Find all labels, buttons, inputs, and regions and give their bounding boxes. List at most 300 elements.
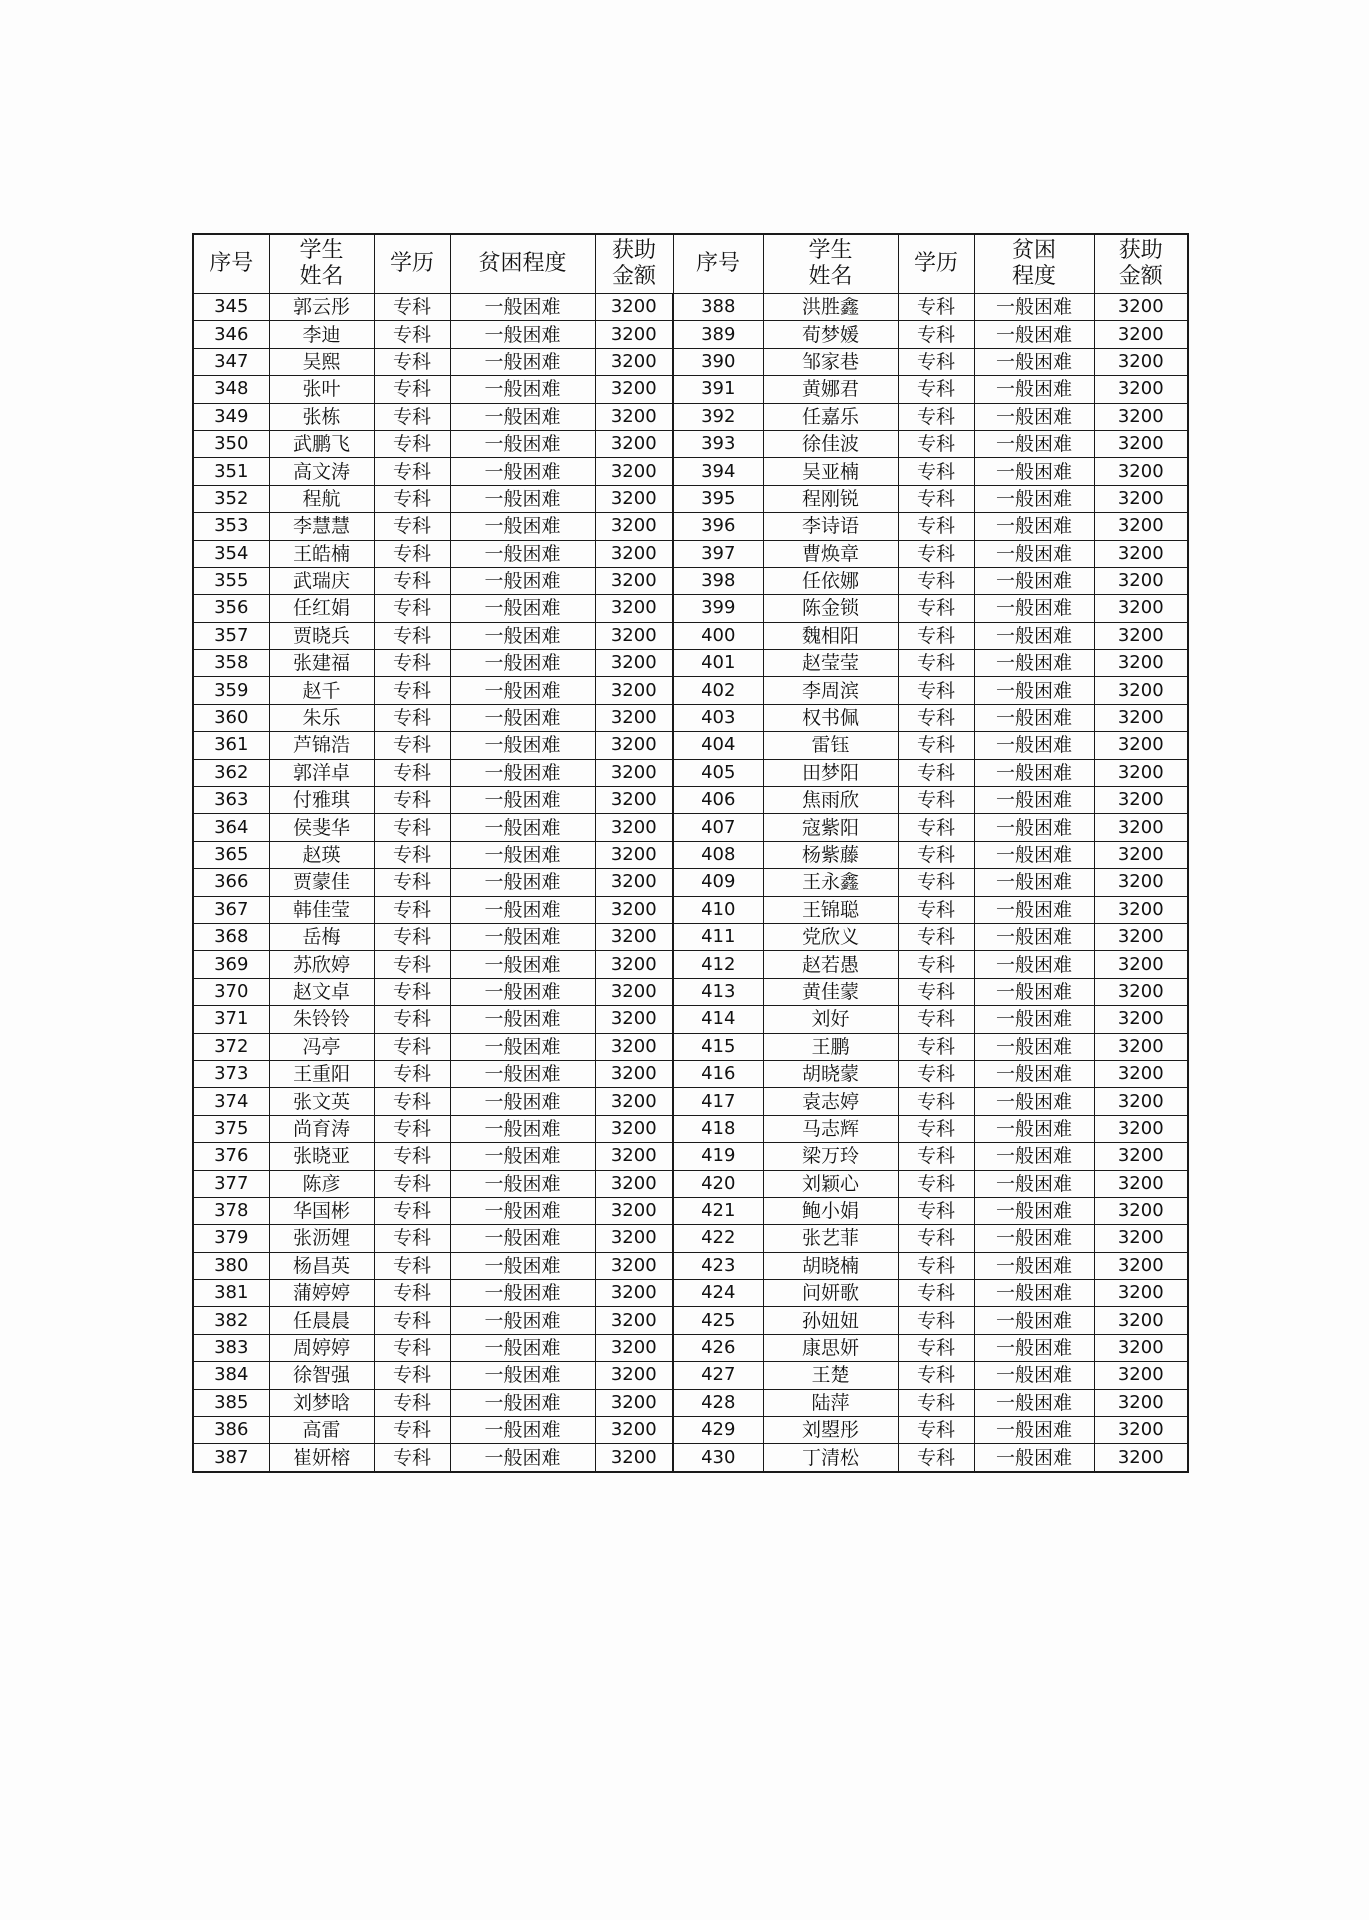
right-seq-cell: 407 <box>673 814 763 841</box>
right-poverty-level-cell: 一般困难 <box>974 403 1094 430</box>
left-poverty-level-cell: 一般困难 <box>450 841 595 868</box>
right-aid-amount-cell: 3200 <box>1094 430 1188 457</box>
right-student-name-cell: 袁志婷 <box>763 1088 898 1115</box>
right-education-cell: 专科 <box>898 841 974 868</box>
table-row <box>193 595 1188 622</box>
table-row <box>193 650 1188 677</box>
right-student-name-cell: 任嘉乐 <box>763 403 898 430</box>
table-row <box>193 1197 1188 1224</box>
left-student-name-cell: 郭洋卓 <box>269 759 374 786</box>
right-poverty-level-cell: 一般困难 <box>974 1362 1094 1389</box>
left-seq-cell: 357 <box>193 622 269 649</box>
right-aid-amount-cell: 3200 <box>1094 567 1188 594</box>
table-row <box>193 485 1188 512</box>
table-row <box>193 704 1188 731</box>
left-education-cell: 专科 <box>374 595 450 622</box>
right-aid-amount-cell: 3200 <box>1094 403 1188 430</box>
left-education-cell: 专科 <box>374 841 450 868</box>
left-poverty-level-cell: 一般困难 <box>450 376 595 403</box>
header-amount-2-line-2: 金额 <box>1118 264 1163 289</box>
left-education-cell: 专科 <box>374 1334 450 1361</box>
right-seq-cell: 422 <box>673 1225 763 1252</box>
right-seq-cell: 401 <box>673 650 763 677</box>
left-education-cell: 专科 <box>374 704 450 731</box>
right-aid-amount-cell: 3200 <box>1094 650 1188 677</box>
right-seq-cell: 402 <box>673 677 763 704</box>
right-poverty-level-cell: 一般困难 <box>974 814 1094 841</box>
right-poverty-level-cell: 一般困难 <box>974 595 1094 622</box>
left-seq-cell: 364 <box>193 814 269 841</box>
right-student-name-cell: 邹家巷 <box>763 348 898 375</box>
left-student-name-cell: 朱乐 <box>269 704 374 731</box>
right-seq-cell: 409 <box>673 869 763 896</box>
right-education-cell: 专科 <box>898 485 974 512</box>
right-education-cell: 专科 <box>898 430 974 457</box>
right-student-name-cell: 陈金锁 <box>763 595 898 622</box>
table-row <box>193 513 1188 540</box>
left-education-cell: 专科 <box>374 1225 450 1252</box>
header-name-line-2: 姓名 <box>299 264 344 289</box>
right-poverty-level-cell: 一般困难 <box>974 458 1094 485</box>
right-seq-cell: 418 <box>673 1115 763 1142</box>
right-poverty-level-cell: 一般困难 <box>974 896 1094 923</box>
header-poverty-2-line-2: 程度 <box>1011 264 1056 289</box>
right-aid-amount-cell: 3200 <box>1094 841 1188 868</box>
right-seq-cell: 426 <box>673 1334 763 1361</box>
right-aid-amount-cell: 3200 <box>1094 348 1188 375</box>
right-aid-amount-cell: 3200 <box>1094 1417 1188 1444</box>
right-seq-cell: 425 <box>673 1307 763 1334</box>
left-seq-cell: 370 <box>193 978 269 1005</box>
left-education-cell: 专科 <box>374 650 450 677</box>
table-row <box>193 896 1188 923</box>
right-seq-cell: 429 <box>673 1417 763 1444</box>
left-seq-cell: 378 <box>193 1197 269 1224</box>
right-seq-cell: 406 <box>673 787 763 814</box>
left-education-cell: 专科 <box>374 1115 450 1142</box>
right-student-name-cell: 问妍歌 <box>763 1280 898 1307</box>
left-poverty-level-cell: 一般困难 <box>450 540 595 567</box>
right-poverty-level-cell: 一般困难 <box>974 485 1094 512</box>
right-aid-amount-cell: 3200 <box>1094 595 1188 622</box>
left-poverty-level-cell: 一般困难 <box>450 567 595 594</box>
left-seq-cell: 349 <box>193 403 269 430</box>
left-poverty-level-cell: 一般困难 <box>450 513 595 540</box>
right-seq-cell: 408 <box>673 841 763 868</box>
table-row <box>193 759 1188 786</box>
left-education-cell: 专科 <box>374 430 450 457</box>
right-student-name-cell: 王鹏 <box>763 1033 898 1060</box>
right-aid-amount-cell: 3200 <box>1094 1170 1188 1197</box>
header-seq: 序号 <box>193 234 269 294</box>
right-poverty-level-cell: 一般困难 <box>974 1197 1094 1224</box>
left-seq-cell: 354 <box>193 540 269 567</box>
left-education-cell: 专科 <box>374 321 450 348</box>
left-student-name-cell: 张晓亚 <box>269 1143 374 1170</box>
left-education-cell: 专科 <box>374 1362 450 1389</box>
right-education-cell: 专科 <box>898 1060 974 1087</box>
right-education-cell: 专科 <box>898 1362 974 1389</box>
left-student-name-cell: 杨昌英 <box>269 1252 374 1279</box>
right-aid-amount-cell: 3200 <box>1094 1280 1188 1307</box>
left-education-cell: 专科 <box>374 294 450 321</box>
right-student-name-cell: 康思妍 <box>763 1334 898 1361</box>
right-student-name-cell: 孙妞妞 <box>763 1307 898 1334</box>
table-row <box>193 978 1188 1005</box>
right-student-name-cell: 田梦阳 <box>763 759 898 786</box>
left-poverty-level-cell: 一般困难 <box>450 1088 595 1115</box>
left-seq-cell: 360 <box>193 704 269 731</box>
right-education-cell: 专科 <box>898 1417 974 1444</box>
right-education-cell: 专科 <box>898 1334 974 1361</box>
left-education-cell: 专科 <box>374 1307 450 1334</box>
left-aid-amount-cell: 3200 <box>595 650 673 677</box>
right-aid-amount-cell: 3200 <box>1094 1143 1188 1170</box>
right-poverty-level-cell: 一般困难 <box>974 1225 1094 1252</box>
left-education-cell: 专科 <box>374 1060 450 1087</box>
right-poverty-level-cell: 一般困难 <box>974 650 1094 677</box>
left-poverty-level-cell: 一般困难 <box>450 650 595 677</box>
left-education-cell: 专科 <box>374 1033 450 1060</box>
table-row <box>193 1033 1188 1060</box>
table-row <box>193 732 1188 759</box>
left-aid-amount-cell: 3200 <box>595 1417 673 1444</box>
right-poverty-level-cell: 一般困难 <box>974 1307 1094 1334</box>
left-poverty-level-cell: 一般困难 <box>450 294 595 321</box>
right-education-cell: 专科 <box>898 951 974 978</box>
left-poverty-level-cell: 一般困难 <box>450 1362 595 1389</box>
right-poverty-level-cell: 一般困难 <box>974 1088 1094 1115</box>
right-poverty-level-cell: 一般困难 <box>974 951 1094 978</box>
left-education-cell: 专科 <box>374 1170 450 1197</box>
right-student-name-cell: 权书佩 <box>763 704 898 731</box>
left-poverty-level-cell: 一般困难 <box>450 814 595 841</box>
left-seq-cell: 386 <box>193 1417 269 1444</box>
left-student-name-cell: 赵瑛 <box>269 841 374 868</box>
right-aid-amount-cell: 3200 <box>1094 923 1188 950</box>
table-row <box>193 1006 1188 1033</box>
left-poverty-level-cell: 一般困难 <box>450 923 595 950</box>
left-poverty-level-cell: 一般困难 <box>450 1006 595 1033</box>
right-poverty-level-cell: 一般困难 <box>974 1417 1094 1444</box>
left-aid-amount-cell: 3200 <box>595 321 673 348</box>
left-poverty-level-cell: 一般困难 <box>450 704 595 731</box>
right-seq-cell: 412 <box>673 951 763 978</box>
table-row <box>193 787 1188 814</box>
right-aid-amount-cell: 3200 <box>1094 321 1188 348</box>
left-poverty-level-cell: 一般困难 <box>450 787 595 814</box>
right-aid-amount-cell: 3200 <box>1094 1060 1188 1087</box>
left-student-name-cell: 李迪 <box>269 321 374 348</box>
table-row <box>193 951 1188 978</box>
left-poverty-level-cell: 一般困难 <box>450 622 595 649</box>
left-poverty-level-cell: 一般困难 <box>450 1115 595 1142</box>
right-student-name-cell: 刘曌彤 <box>763 1417 898 1444</box>
left-poverty-level-cell: 一般困难 <box>450 430 595 457</box>
right-education-cell: 专科 <box>898 1088 974 1115</box>
right-poverty-level-cell: 一般困难 <box>974 294 1094 321</box>
right-seq-cell: 416 <box>673 1060 763 1087</box>
right-education-cell: 专科 <box>898 1307 974 1334</box>
right-education-cell: 专科 <box>898 567 974 594</box>
left-student-name-cell: 韩佳莹 <box>269 896 374 923</box>
left-poverty-level-cell: 一般困难 <box>450 869 595 896</box>
table-row <box>193 622 1188 649</box>
left-aid-amount-cell: 3200 <box>595 540 673 567</box>
left-student-name-cell: 朱铃铃 <box>269 1006 374 1033</box>
right-education-cell: 专科 <box>898 814 974 841</box>
left-seq-cell: 346 <box>193 321 269 348</box>
left-aid-amount-cell: 3200 <box>595 1334 673 1361</box>
right-poverty-level-cell: 一般困难 <box>974 1334 1094 1361</box>
right-education-cell: 专科 <box>898 540 974 567</box>
right-seq-cell: 396 <box>673 513 763 540</box>
left-student-name-cell: 陈彦 <box>269 1170 374 1197</box>
right-aid-amount-cell: 3200 <box>1094 1252 1188 1279</box>
right-poverty-level-cell: 一般困难 <box>974 622 1094 649</box>
right-poverty-level-cell: 一般困难 <box>974 513 1094 540</box>
right-student-name-cell: 赵若愚 <box>763 951 898 978</box>
right-seq-cell: 413 <box>673 978 763 1005</box>
right-student-name-cell: 荀梦媛 <box>763 321 898 348</box>
right-student-name-cell: 王锦聪 <box>763 896 898 923</box>
right-poverty-level-cell: 一般困难 <box>974 321 1094 348</box>
right-aid-amount-cell: 3200 <box>1094 1334 1188 1361</box>
left-seq-cell: 376 <box>193 1143 269 1170</box>
right-education-cell: 专科 <box>898 1225 974 1252</box>
left-poverty-level-cell: 一般困难 <box>450 1170 595 1197</box>
right-aid-amount-cell: 3200 <box>1094 1088 1188 1115</box>
left-aid-amount-cell: 3200 <box>595 923 673 950</box>
right-aid-amount-cell: 3200 <box>1094 485 1188 512</box>
right-education-cell: 专科 <box>898 1033 974 1060</box>
right-aid-amount-cell: 3200 <box>1094 1444 1188 1472</box>
right-seq-cell: 393 <box>673 430 763 457</box>
right-poverty-level-cell: 一般困难 <box>974 540 1094 567</box>
header-amount <box>595 234 673 294</box>
table-row <box>193 1115 1188 1142</box>
left-student-name-cell: 华国彬 <box>269 1197 374 1224</box>
right-education-cell: 专科 <box>898 1170 974 1197</box>
left-seq-cell: 367 <box>193 896 269 923</box>
right-education-cell: 专科 <box>898 1143 974 1170</box>
left-poverty-level-cell: 一般困难 <box>450 732 595 759</box>
right-aid-amount-cell: 3200 <box>1094 1389 1188 1416</box>
left-education-cell: 专科 <box>374 759 450 786</box>
table-row <box>193 1334 1188 1361</box>
left-student-name-cell: 武瑞庆 <box>269 567 374 594</box>
right-aid-amount-cell: 3200 <box>1094 1225 1188 1252</box>
right-education-cell: 专科 <box>898 896 974 923</box>
table-row <box>193 540 1188 567</box>
right-student-name-cell: 鲍小娟 <box>763 1197 898 1224</box>
table-row <box>193 1143 1188 1170</box>
right-education-cell: 专科 <box>898 622 974 649</box>
left-poverty-level-cell: 一般困难 <box>450 1307 595 1334</box>
table-row <box>193 1225 1188 1252</box>
right-poverty-level-cell: 一般困难 <box>974 430 1094 457</box>
right-aid-amount-cell: 3200 <box>1094 896 1188 923</box>
left-poverty-level-cell: 一般困难 <box>450 978 595 1005</box>
left-student-name-cell: 尚育涛 <box>269 1115 374 1142</box>
left-education-cell: 专科 <box>374 1143 450 1170</box>
left-education-cell: 专科 <box>374 1197 450 1224</box>
header-amount-2-line-1: 获助 <box>1118 238 1163 263</box>
left-seq-cell: 384 <box>193 1362 269 1389</box>
left-seq-cell: 347 <box>193 348 269 375</box>
right-student-name-cell: 刘颖心 <box>763 1170 898 1197</box>
left-education-cell: 专科 <box>374 1389 450 1416</box>
header-name-line-1: 学生 <box>299 238 344 263</box>
left-student-name-cell: 冯亭 <box>269 1033 374 1060</box>
left-seq-cell: 362 <box>193 759 269 786</box>
left-seq-cell: 350 <box>193 430 269 457</box>
left-poverty-level-cell: 一般困难 <box>450 1252 595 1279</box>
left-poverty-level-cell: 一般困难 <box>450 458 595 485</box>
left-aid-amount-cell: 3200 <box>595 896 673 923</box>
left-education-cell: 专科 <box>374 1252 450 1279</box>
left-aid-amount-cell: 3200 <box>595 1088 673 1115</box>
left-aid-amount-cell: 3200 <box>595 348 673 375</box>
right-seq-cell: 390 <box>673 348 763 375</box>
left-student-name-cell: 张栋 <box>269 403 374 430</box>
left-student-name-cell: 贾晓兵 <box>269 622 374 649</box>
right-seq-cell: 423 <box>673 1252 763 1279</box>
left-aid-amount-cell: 3200 <box>595 513 673 540</box>
right-seq-cell: 405 <box>673 759 763 786</box>
left-seq-cell: 353 <box>193 513 269 540</box>
right-student-name-cell: 党欣义 <box>763 923 898 950</box>
right-seq-cell: 421 <box>673 1197 763 1224</box>
left-seq-cell: 366 <box>193 869 269 896</box>
left-education-cell: 专科 <box>374 403 450 430</box>
right-seq-cell: 417 <box>673 1088 763 1115</box>
left-student-name-cell: 高文涛 <box>269 458 374 485</box>
right-poverty-level-cell: 一般困难 <box>974 1444 1094 1472</box>
right-seq-cell: 395 <box>673 485 763 512</box>
left-education-cell: 专科 <box>374 1088 450 1115</box>
table-header-row <box>193 234 1188 294</box>
right-education-cell: 专科 <box>898 1115 974 1142</box>
left-education-cell: 专科 <box>374 348 450 375</box>
left-poverty-level-cell: 一般困难 <box>450 759 595 786</box>
left-education-cell: 专科 <box>374 814 450 841</box>
left-poverty-level-cell: 一般困难 <box>450 1389 595 1416</box>
right-student-name-cell: 焦雨欣 <box>763 787 898 814</box>
header-seq-2: 序号 <box>673 234 763 294</box>
right-education-cell: 专科 <box>898 704 974 731</box>
right-poverty-level-cell: 一般困难 <box>974 677 1094 704</box>
left-poverty-level-cell: 一般困难 <box>450 896 595 923</box>
table-body <box>193 294 1188 1472</box>
left-education-cell: 专科 <box>374 540 450 567</box>
right-poverty-level-cell: 一般困难 <box>974 1252 1094 1279</box>
header-amount-line-1: 获助 <box>611 238 656 263</box>
right-aid-amount-cell: 3200 <box>1094 1115 1188 1142</box>
right-seq-cell: 391 <box>673 376 763 403</box>
left-seq-cell: 345 <box>193 294 269 321</box>
right-education-cell: 专科 <box>898 759 974 786</box>
left-poverty-level-cell: 一般困难 <box>450 1280 595 1307</box>
left-seq-cell: 375 <box>193 1115 269 1142</box>
table-row <box>193 814 1188 841</box>
left-seq-cell: 381 <box>193 1280 269 1307</box>
left-poverty-level-cell: 一般困难 <box>450 1444 595 1472</box>
left-education-cell: 专科 <box>374 567 450 594</box>
left-aid-amount-cell: 3200 <box>595 1252 673 1279</box>
right-seq-cell: 398 <box>673 567 763 594</box>
left-poverty-level-cell: 一般困难 <box>450 951 595 978</box>
right-education-cell: 专科 <box>898 403 974 430</box>
right-student-name-cell: 丁清松 <box>763 1444 898 1472</box>
left-seq-cell: 359 <box>193 677 269 704</box>
left-aid-amount-cell: 3200 <box>595 814 673 841</box>
left-student-name-cell: 付雅琪 <box>269 787 374 814</box>
left-aid-amount-cell: 3200 <box>595 376 673 403</box>
right-aid-amount-cell: 3200 <box>1094 814 1188 841</box>
right-seq-cell: 394 <box>673 458 763 485</box>
left-student-name-cell: 程航 <box>269 485 374 512</box>
left-student-name-cell: 赵文卓 <box>269 978 374 1005</box>
table-row <box>193 1060 1188 1087</box>
left-student-name-cell: 任红娟 <box>269 595 374 622</box>
right-education-cell: 专科 <box>898 1197 974 1224</box>
left-aid-amount-cell: 3200 <box>595 485 673 512</box>
right-poverty-level-cell: 一般困难 <box>974 759 1094 786</box>
left-education-cell: 专科 <box>374 1280 450 1307</box>
right-seq-cell: 419 <box>673 1143 763 1170</box>
left-poverty-level-cell: 一般困难 <box>450 1197 595 1224</box>
right-aid-amount-cell: 3200 <box>1094 1197 1188 1224</box>
left-aid-amount-cell: 3200 <box>595 978 673 1005</box>
left-aid-amount-cell: 3200 <box>595 1197 673 1224</box>
right-student-name-cell: 杨紫藤 <box>763 841 898 868</box>
right-student-name-cell: 梁万玲 <box>763 1143 898 1170</box>
left-poverty-level-cell: 一般困难 <box>450 1143 595 1170</box>
right-education-cell: 专科 <box>898 732 974 759</box>
right-education-cell: 专科 <box>898 650 974 677</box>
left-education-cell: 专科 <box>374 869 450 896</box>
left-education-cell: 专科 <box>374 485 450 512</box>
right-seq-cell: 400 <box>673 622 763 649</box>
left-poverty-level-cell: 一般困难 <box>450 348 595 375</box>
left-student-name-cell: 苏欣婷 <box>269 951 374 978</box>
left-aid-amount-cell: 3200 <box>595 1280 673 1307</box>
left-student-name-cell: 芦锦浩 <box>269 732 374 759</box>
left-student-name-cell: 贾蒙佳 <box>269 869 374 896</box>
right-poverty-level-cell: 一般困难 <box>974 1033 1094 1060</box>
header-amount-2 <box>1094 234 1188 294</box>
left-education-cell: 专科 <box>374 376 450 403</box>
right-seq-cell: 388 <box>673 294 763 321</box>
left-seq-cell: 358 <box>193 650 269 677</box>
left-poverty-level-cell: 一般困难 <box>450 1033 595 1060</box>
right-student-name-cell: 洪胜鑫 <box>763 294 898 321</box>
right-poverty-level-cell: 一般困难 <box>974 1389 1094 1416</box>
right-aid-amount-cell: 3200 <box>1094 458 1188 485</box>
left-seq-cell: 377 <box>193 1170 269 1197</box>
right-aid-amount-cell: 3200 <box>1094 540 1188 567</box>
right-education-cell: 专科 <box>898 869 974 896</box>
header-education-2: 学历 <box>898 234 974 294</box>
right-education-cell: 专科 <box>898 923 974 950</box>
left-education-cell: 专科 <box>374 458 450 485</box>
right-poverty-level-cell: 一般困难 <box>974 978 1094 1005</box>
right-poverty-level-cell: 一般困难 <box>974 567 1094 594</box>
table-row <box>193 677 1188 704</box>
right-aid-amount-cell: 3200 <box>1094 951 1188 978</box>
right-seq-cell: 392 <box>673 403 763 430</box>
